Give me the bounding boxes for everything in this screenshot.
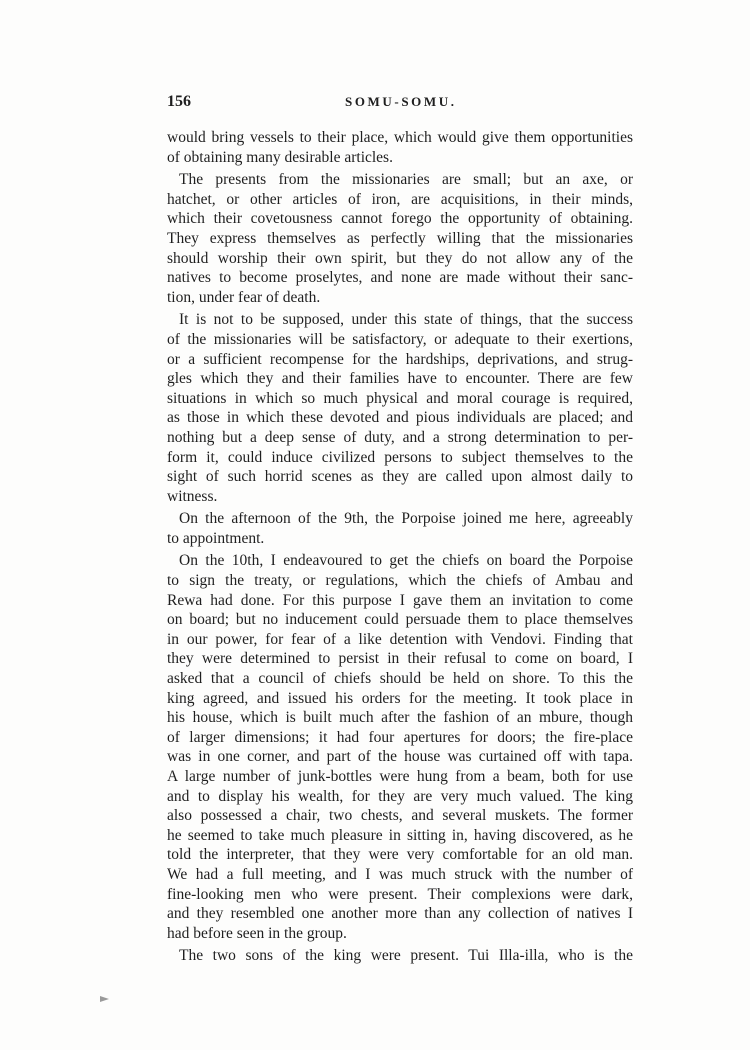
text-line: his house, which is built much after the fashion of an mbure, though (167, 709, 633, 727)
page-number: 156 (167, 93, 191, 110)
text-line: of obtaining many desirable articles. (167, 148, 393, 166)
text-line: asked that a council of chiefs should be held on shore. To this the (167, 670, 633, 688)
text-line: of larger dimensions; it had four apertures for doors; the fire-place (167, 728, 633, 746)
page-corner-mark (100, 996, 109, 1002)
text-line: and they resembled one another more than any collection of natives I (167, 905, 633, 923)
text-line: in our power, for fear of a like detention with Vendovi. Finding that (167, 630, 633, 648)
body-text (167, 128, 633, 966)
text-line: and to display his wealth, for they are very much valued. The king (167, 787, 633, 805)
text-line: The two sons of the king were present. Tui Illa-illa, who is the (179, 947, 633, 965)
text-line: witness. (167, 487, 218, 505)
text-line: king agreed, and issued his orders for the meeting. It took place in (167, 689, 633, 707)
text-line: Rewa had done. For this purpose I gave them an invitation to come (167, 591, 633, 609)
text-line: they were determined to persist in their refusal to come on board, I (167, 650, 633, 668)
paragraph (167, 509, 633, 548)
text-line: hatchet, or other articles of iron, are acquisitions, in their minds, (167, 190, 633, 208)
text-line: on board; but no inducement could persuade them to place themselves (167, 611, 633, 629)
text-line: They express themselves as perfectly willing that the missionaries (167, 229, 633, 247)
paragraph (167, 946, 633, 966)
text-line: had before seen in the group. (167, 924, 347, 942)
text-line: form it, could induce civilized persons to subject themselves to the (167, 448, 633, 466)
text-line: situations in which so much physical and moral courage is required, (167, 389, 633, 407)
text-line: to sign the treaty, or regulations, which the chiefs of Ambau and (167, 572, 633, 590)
text-line: told the interpreter, that they were very comfortable for an old man. (167, 846, 633, 864)
text-line: gles which they and their families have to encounter. There are few (167, 370, 633, 388)
text-line: he seemed to take much pleasure in sitting in, having discovered, as he (167, 826, 633, 844)
paragraph (167, 128, 633, 167)
text-line: The presents from the missionaries are small; but an axe, or (179, 171, 633, 189)
paragraph (167, 551, 633, 943)
text-line: On the 10th, I endeavoured to get the chiefs on board the Porpoise (179, 552, 633, 570)
text-line: tion, under fear of death. (167, 288, 321, 306)
text-line: to appointment. (167, 529, 265, 547)
text-line: or a sufficient recompense for the hardships, deprivations, and strug- (167, 350, 633, 368)
text-line: natives to become proselytes, and none are made without their sanc- (167, 269, 633, 287)
text-line: A large number of junk-bottles were hung from a beam, both for use (167, 768, 633, 785)
text-line: On the afternoon of the 9th, the Porpoise joined me here, agreeably (179, 510, 633, 528)
text-line: We had a full meeting, and I was much struck with the number of (167, 865, 633, 883)
text-line: of the missionaries will be satisfactory, or adequate to their exertions, (167, 330, 633, 348)
text-line: sight of such horrid scenes as they are called upon almost daily to (167, 468, 633, 486)
paragraph (167, 170, 633, 307)
text-line: as those in which these devoted and pious individuals are placed; and (167, 409, 633, 427)
text-line: fine-looking men who were present. Their complexions were dark, (167, 885, 633, 903)
text-line: It is not to be supposed, under this state of things, that the success (179, 311, 633, 329)
text-line: was in one corner, and part of the house was curtained off with tapa. (167, 748, 633, 766)
running-head: SOMU-SOMU. (345, 94, 457, 109)
text-line: nothing but a deep sense of duty, and a strong determination to per- (167, 428, 633, 446)
text-line: would bring vessels to their place, which would give them opportunities (167, 129, 633, 146)
page-header (167, 93, 633, 117)
text-line: which their covetousness cannot forego the opportunity of obtaining. (167, 210, 633, 228)
text-line: also possessed a chair, two chests, and several muskets. The former (167, 807, 633, 825)
paragraph (167, 310, 633, 506)
text-line: should worship their own spirit, but they do not allow any of the (167, 249, 633, 267)
